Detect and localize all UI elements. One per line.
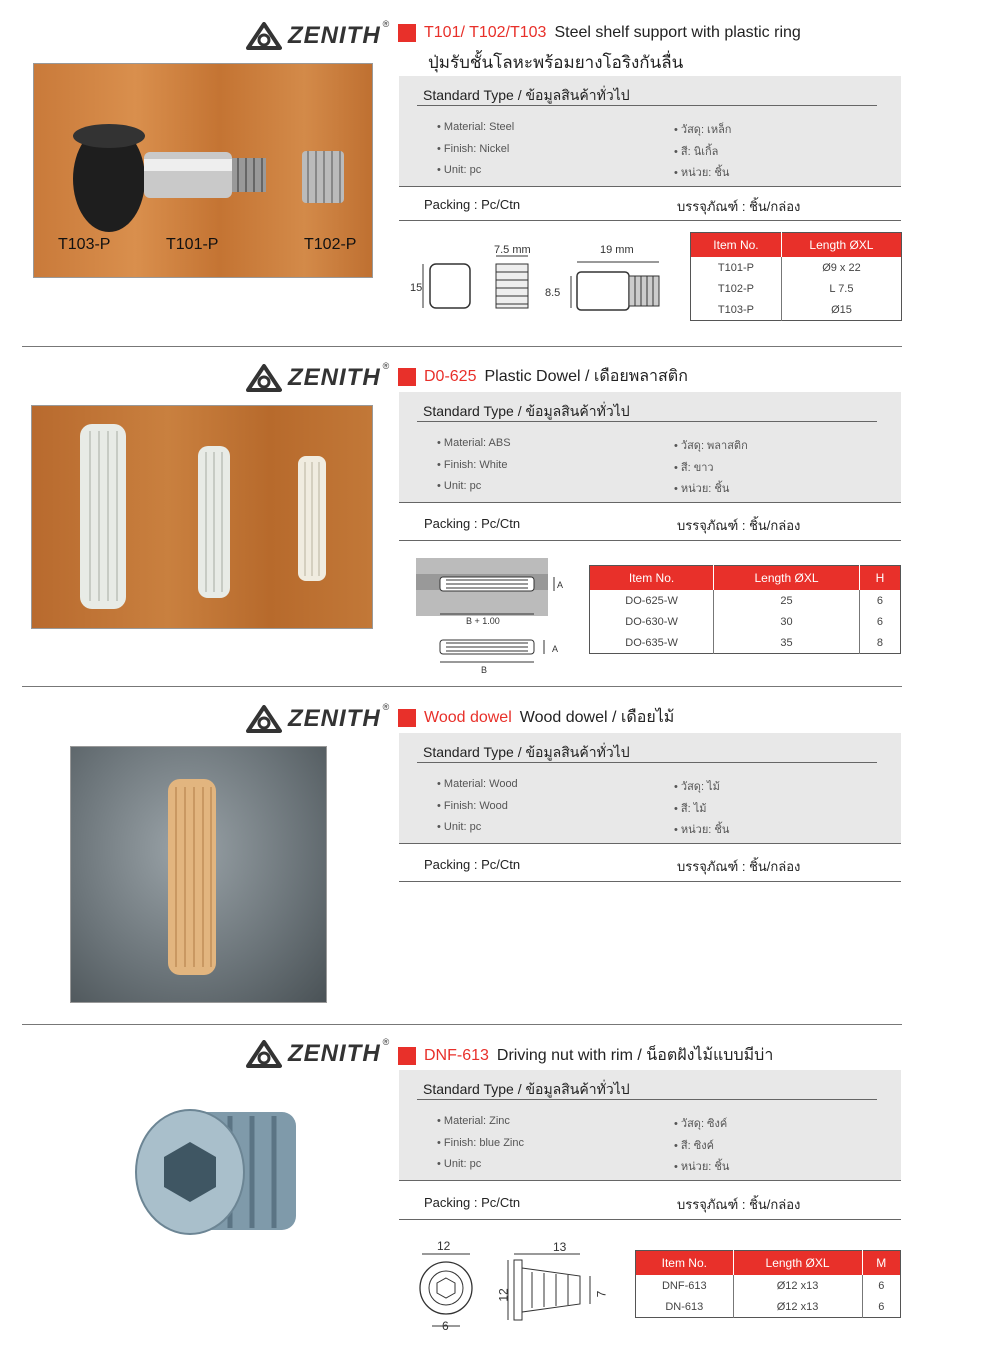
brand-name: ZENITH xyxy=(288,705,381,732)
table-cell: DN-613 xyxy=(665,1300,704,1313)
table-header: Length ØXL xyxy=(781,233,901,258)
product-code: Wood dowel xyxy=(424,708,512,726)
packing-label: Packing : Pc/Ctn xyxy=(424,857,521,872)
table-row xyxy=(636,1296,901,1318)
table-cell: Ø9 x 22 xyxy=(781,257,901,278)
table-cell: 8 xyxy=(859,632,900,654)
table-cell: T102-P xyxy=(717,282,754,295)
packing-label: Packing : Pc/Ctn xyxy=(424,516,521,531)
red-square-icon xyxy=(398,368,416,386)
table-cell: Ø15 xyxy=(781,299,901,321)
product-title xyxy=(398,705,674,730)
table-row xyxy=(691,257,902,278)
brand-logo: ZENITH ® xyxy=(246,22,393,50)
dim-label: A xyxy=(552,644,559,654)
zenith-triangle-icon xyxy=(246,364,282,392)
brand-name: ZENITH xyxy=(288,22,381,49)
table-row xyxy=(691,278,902,299)
packing-label: Packing : Pc/Ctn xyxy=(424,1195,521,1210)
product-name: Wood dowel / เดือยไม้ xyxy=(519,709,675,726)
spec-finish: • Finish: White xyxy=(437,459,508,471)
packing-label-thai: บรรจุภัณฑ์ : ชิ้น/กล่อง xyxy=(677,1197,801,1212)
spec-panel xyxy=(399,392,901,503)
product-photo-t101 xyxy=(33,63,373,278)
spec-heading: Standard Type / ข้อมูลสินค้าทั่วไป xyxy=(423,744,630,760)
product-title xyxy=(398,24,801,42)
spec-panel xyxy=(399,76,901,187)
table-header: Length ØXL xyxy=(714,566,860,591)
spec-unit: • Unit: pc xyxy=(437,480,482,492)
product-code: DNF-613 xyxy=(424,1046,489,1064)
brand-logo: ZENITH ® xyxy=(246,1040,393,1068)
spec-material: • Material: Wood xyxy=(437,778,518,790)
spec-panel xyxy=(399,733,901,844)
product-photo-driving-nut xyxy=(128,1090,328,1255)
spec-material-thai: • วัสดุ: พลาสติก xyxy=(674,440,748,452)
brand-name: ZENITH xyxy=(288,364,381,391)
product-photo-wood-dowel xyxy=(70,746,327,1003)
table-header: H xyxy=(859,566,900,591)
spec-unit: • Unit: pc xyxy=(437,1158,482,1170)
spec-heading: Standard Type / ข้อมูลสินค้าทั่วไป xyxy=(423,87,630,103)
dim-label: 12 xyxy=(437,1239,451,1253)
spec-finish-thai: • สี: ซิงค์ xyxy=(674,1140,714,1152)
spec-material-thai: • วัสดุ: ไม้ xyxy=(674,781,720,793)
table-row xyxy=(590,611,901,632)
table-cell: Ø12 x13 xyxy=(733,1296,862,1318)
product-name: Steel shelf support with plastic ring xyxy=(554,24,801,41)
brand-logo: ZENITH ® xyxy=(246,705,393,733)
packing-label-thai: บรรจุภัณฑ์ : ชิ้น/กล่อง xyxy=(677,859,801,874)
red-square-icon xyxy=(398,709,416,727)
spec-finish-thai: • สี: ขาว xyxy=(674,462,714,474)
spec-finish: • Finish: Nickel xyxy=(437,143,510,155)
dim-label: B + 1.00 xyxy=(466,616,500,626)
dowel-drawing xyxy=(416,552,576,672)
product-name-thai: ปุ่มรับชั้นโลหะพร้อมยางโอริงกันลื่น xyxy=(428,53,684,72)
table-cell: L 7.5 xyxy=(781,278,901,299)
spec-finish-thai: • สี: นิเกิ้ล xyxy=(674,146,719,158)
product-title xyxy=(398,1043,773,1068)
product-name: Plastic Dowel / เดือยพลาสติก xyxy=(484,368,688,385)
product-photo-plastic-dowel xyxy=(31,405,373,629)
table-cell: 30 xyxy=(714,611,860,632)
table-cell: 35 xyxy=(714,632,860,654)
brand-name: ZENITH xyxy=(288,1040,381,1067)
table-cell: DO-635-W xyxy=(625,636,678,649)
item-table-dowel xyxy=(589,565,901,654)
table-row xyxy=(636,1275,901,1296)
red-square-icon xyxy=(398,1047,416,1065)
dim-label: A xyxy=(557,580,564,590)
dim-label: 15 xyxy=(410,282,423,294)
table-cell: DO-625-W xyxy=(625,594,678,607)
section-divider xyxy=(22,686,902,687)
spec-unit-thai: • หน่วย: ชิ้น xyxy=(674,1161,730,1173)
spec-unit: • Unit: pc xyxy=(437,164,482,176)
photo-label: T103-P xyxy=(58,236,111,253)
table-row xyxy=(590,590,901,611)
table-cell: DO-630-W xyxy=(625,615,678,628)
table-row xyxy=(691,299,902,321)
table-header: Item No. xyxy=(590,566,714,591)
dim-label: 7.5 mm xyxy=(494,244,531,256)
packing-label-thai: บรรจุภัณฑ์ : ชิ้น/กล่อง xyxy=(677,199,801,214)
product-code: T101/ T102/T103 xyxy=(424,24,547,41)
spec-unit-thai: • หน่วย: ชิ้น xyxy=(674,167,730,179)
packing-label: Packing : Pc/Ctn xyxy=(424,197,521,212)
spec-finish: • Finish: Wood xyxy=(437,800,508,812)
zenith-triangle-icon xyxy=(246,1040,282,1068)
dim-label: 7 xyxy=(594,1290,609,1298)
table-cell: 6 xyxy=(862,1275,901,1296)
spec-unit: • Unit: pc xyxy=(437,821,482,833)
product-code: D0-625 xyxy=(424,367,477,385)
item-table-driving-nut xyxy=(635,1250,901,1318)
spec-unit-thai: • หน่วย: ชิ้น xyxy=(674,824,730,836)
spec-heading: Standard Type / ข้อมูลสินค้าทั่วไป xyxy=(423,1081,630,1097)
spec-material: • Material: ABS xyxy=(437,437,511,449)
photo-label: T102-P xyxy=(304,236,357,253)
table-cell: 6 xyxy=(859,611,900,632)
spec-material-thai: • วัสดุ: เหล็ก xyxy=(674,124,732,136)
product-title xyxy=(398,364,688,389)
dim-label: 8.5 xyxy=(545,287,561,299)
spec-material-thai: • วัสดุ: ซิงค์ xyxy=(674,1118,728,1130)
table-row xyxy=(590,632,901,654)
dim-label: 12 xyxy=(496,1288,511,1302)
spec-heading: Standard Type / ข้อมูลสินค้าทั่วไป xyxy=(423,403,630,419)
red-square-icon xyxy=(398,24,416,42)
brand-logo: ZENITH ® xyxy=(246,364,393,392)
table-header: Item No. xyxy=(636,1251,734,1276)
table-header: Length ØXL xyxy=(733,1251,862,1276)
spec-material: • Material: Steel xyxy=(437,121,515,133)
zenith-triangle-icon xyxy=(246,22,282,50)
section-divider xyxy=(22,346,902,347)
packing-label-thai: บรรจุภัณฑ์ : ชิ้น/กล่อง xyxy=(677,518,801,533)
product-name: Driving nut with rim / น็อตฝังไม้แบบมีบ่า xyxy=(496,1047,774,1064)
table-cell: 6 xyxy=(862,1296,901,1318)
spec-unit-thai: • หน่วย: ชิ้น xyxy=(674,483,730,495)
table-cell: T101-P xyxy=(717,261,754,274)
table-cell: 25 xyxy=(714,590,860,611)
spec-material: • Material: Zinc xyxy=(437,1115,510,1127)
dim-label: 13 xyxy=(553,1240,567,1254)
spec-finish: • Finish: blue Zinc xyxy=(437,1137,524,1149)
table-cell: 6 xyxy=(859,590,900,611)
table-cell: DNF-613 xyxy=(661,1279,707,1292)
section-divider xyxy=(22,1024,902,1025)
zenith-triangle-icon xyxy=(246,705,282,733)
dim-label: 6 xyxy=(442,1319,449,1333)
spec-panel xyxy=(399,1070,901,1181)
table-header: Item No. xyxy=(691,233,782,258)
t101-drawing xyxy=(405,240,675,325)
item-table-t101 xyxy=(690,232,902,321)
photo-label: T101-P xyxy=(166,236,219,253)
spec-finish-thai: • สี: ไม้ xyxy=(674,803,707,815)
table-cell: T103-P xyxy=(717,303,754,316)
table-header: M xyxy=(862,1251,901,1276)
dim-label: B xyxy=(481,665,488,675)
table-cell: Ø12 x13 xyxy=(733,1275,862,1296)
dim-label: 19 mm xyxy=(600,244,634,256)
